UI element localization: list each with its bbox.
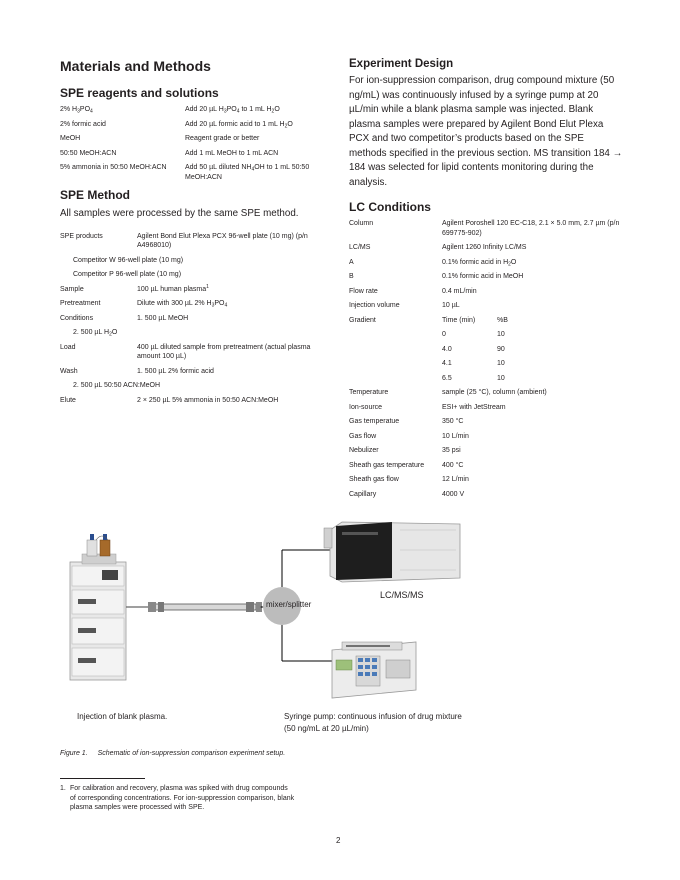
lc-row: LC/MS Agilent 1260 Infinity LC/MS: [349, 244, 527, 251]
lc-row: Column Agilent Poroshell 120 EC-C18, 2.1 × 5.0 mm, 2.7 µm (p/n 699775-902): [349, 220, 620, 237]
reagent-row: 50:50 MeOH:ACN Add 1 mL MeOH to 1 mL ACN: [60, 149, 279, 157]
injection-label: Injection of blank plasma.: [77, 712, 168, 721]
figure-caption: [60, 750, 285, 757]
syringe-pump-icon: [332, 642, 416, 698]
lc-row: A 0.1% formic acid in $H_2O$: [349, 258, 517, 267]
spe-row: Sample 100 µL human plasma$^1$: [60, 283, 209, 293]
footnote: 1. For calibration and recovery, plasma was spiked with drug compounds of corresponding concentrations. For ion-suppression comparison, blank plasma samples were processed with SPE.: [60, 785, 295, 811]
reagent-row: 2% formic acid Add 20 µL formic acid to 1 mL $H_2O$: [60, 120, 293, 129]
reagents-heading: SPE reagents and solutions: [60, 86, 219, 100]
lc-row: Capillary 4000 V: [349, 490, 465, 498]
schematic-drawing: [60, 510, 630, 725]
lc-table: [349, 219, 624, 499]
footnote-rule: [60, 778, 145, 779]
footnote-number: 1.: [60, 785, 66, 792]
schematic-figure: [60, 510, 630, 733]
spe-row: 2. 500 µL 50:50 ACN:MeOH: [73, 382, 161, 389]
page-number: 2: [336, 836, 341, 845]
lc-conditions-heading: LC Conditions: [349, 200, 431, 214]
reagent-row: MeOH Reagent grade or better: [60, 135, 260, 142]
right-column: [349, 58, 624, 504]
spe-row: Load 400 µL diluted sample from pretreatment (actual plasma amount 100 µL): [60, 343, 311, 360]
gradient-row: 4.1 10: [442, 360, 505, 367]
reagent-row: 5% ammonia in 50:50 MeOH:ACN Add 50 µL diluted $NH_4OH$ to 1 mL 50:50 MeOH:ACN: [60, 164, 310, 181]
gradient-row: 0 10: [442, 331, 505, 338]
spe-row: 2. 500 µL $H_2O$: [73, 329, 118, 338]
lc-row: Injection volume 10 µL: [349, 302, 460, 309]
lc-stack-icon: [70, 534, 126, 680]
lc-row: Gas flow 10 L/min: [349, 432, 469, 440]
spe-row: SPE products Agilent Bond Elut Plexa PCX 96-well plate (10 mg) (p/n A4968010): [60, 232, 308, 249]
lc-row: B 0.1% formic acid in MeOH: [349, 273, 524, 280]
spe-lead: All samples were processed by the same SPE method.: [60, 208, 299, 219]
syringe-label-line1: Syringe pump: continuous infusion of drug mixture: [284, 712, 462, 721]
lc-column-icon: [148, 602, 262, 612]
gradient-row: 6.5 10: [442, 374, 505, 382]
lcms-instrument-icon: [324, 522, 460, 582]
spe-row: Competitor P 96-well plate (10 mg): [73, 271, 182, 278]
spe-method-heading: SPE Method: [60, 188, 131, 202]
spe-row: Competitor W 96-well plate (10 mg): [73, 256, 184, 264]
experiment-design-text: For ion-suppression comparison, drug compound mixture (50 ng/mL) was continuously infused by a syringe pump at 20 µL/min while a blank plasma sample was injected. Blank plasma samples were prepared by Agilent Bond Elut Plexa PCX and two competitor’s products based on the SPE methods specified in the previous section. MS transition 184 → 184 was selected for lipid contents monitoring during the analysis.: [349, 75, 623, 188]
syringe-label-line2: (50 ng/mL at 20 µL/min): [284, 724, 369, 733]
experiment-design-heading: Experiment Design: [349, 58, 454, 70]
reagent-row: 2% $H_3PO_4$ Add 20 µL $H_3PO_4$ to 1 mL $H_2O$: [60, 106, 280, 115]
lc-row: Ion-source ESI+ with JetStream: [349, 403, 506, 411]
lc-row: Nebulizer 35 psi: [349, 447, 461, 454]
lc-row: Sheath gas flow 12 L/min: [349, 476, 469, 483]
lc-row: Flow rate 0.4 mL/min: [349, 287, 477, 295]
lc-row: Gradient Time (min) %B: [349, 316, 508, 324]
spe-row: Wash 1. 500 µL 2% formic acid: [60, 367, 214, 375]
gradient-row: 4.0 90: [442, 345, 505, 353]
spe-table: [60, 232, 335, 406]
lc-row: Sheath gas temperature 400 °C: [349, 461, 464, 469]
mixer-label: mixer/splitter: [266, 600, 312, 609]
spe-row: Conditions 1. 500 µL MeOH: [60, 314, 189, 322]
left-column: [60, 58, 335, 410]
spe-row: Elute 2 × 250 µL 5% ammonia in 50:50 ACN:MeOH: [60, 396, 279, 404]
figure-caption-text: Schematic of ion-suppression comparison experiment setup.: [97, 750, 286, 757]
figure-number: Figure 1.: [60, 750, 88, 757]
lc-row: Temperature sample (25 °C), column (ambient): [349, 389, 547, 396]
section-title: Materials and Methods: [60, 58, 211, 74]
reagents-table: [60, 105, 335, 182]
spe-row: Pretreatment Dilute with 300 µL 2% $H_3PO_4$: [60, 300, 228, 309]
lc-row: Gas temperatue 350 °C: [349, 418, 464, 425]
lcms-label: LC/MS/MS: [380, 590, 424, 600]
